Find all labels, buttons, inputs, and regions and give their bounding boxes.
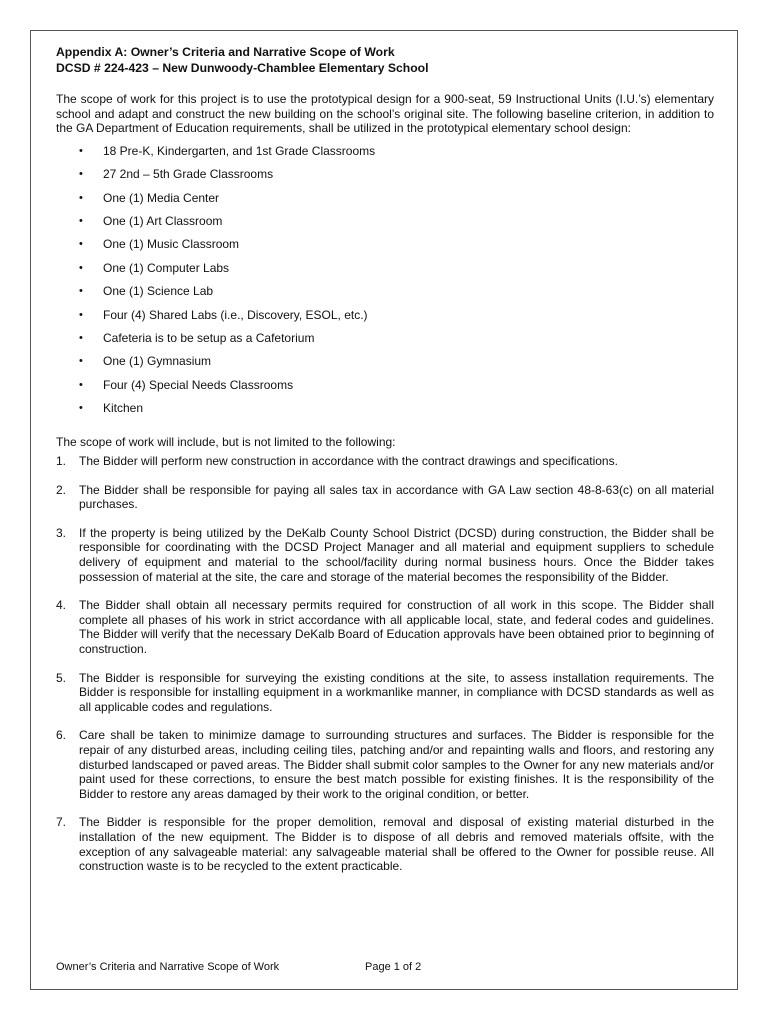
list-item: • Kitchen <box>56 401 714 424</box>
scope-item-number: 7. <box>56 815 67 830</box>
list-item: • One (1) Music Classroom <box>56 237 714 260</box>
title-line-1: Appendix A: Owner’s Criteria and Narrative Scope of Work <box>56 45 395 59</box>
scope-item-number: 5. <box>56 670 67 685</box>
scope-item-text: If the property is being utilized by the DeKalb County School District (DCSD) during construction, the Bidder shall be responsible for coordinating with the DCSD Project Manager and all material and equipment suppliers to schedule delivery of equipment and material to the school/facility during normal business hours. Once the Bidder takes possession of material at the site, the care and storage of the material becomes the responsibility of the Bidder. <box>79 525 714 584</box>
scope-item <box>56 671 714 715</box>
scope-item-text: The Bidder will perform new construction in accordance with the contract drawings and specifications. <box>79 454 618 469</box>
list-item: • One (1) Computer Labs <box>56 261 714 284</box>
list-item: • Four (4) Special Needs Classrooms <box>56 378 714 401</box>
scope-item-text: The Bidder is responsible for the proper demolition, removal and disposal of existing material disturbed in the installation of the new equipment. The Bidder is to dispose of all debris and removed materials offsite, with the exception of any salvageable material: any salvageable material shall be offered to the Owner for possible reuse. All construction waste is to be recycled to the extent practicable. <box>79 815 714 874</box>
list-item: • One (1) Art Classroom <box>56 214 714 237</box>
scope-item <box>56 483 714 512</box>
list-item: • Four (4) Shared Labs (i.e., Discovery, ESOL, etc.) <box>56 308 714 331</box>
scope-item-number: 4. <box>56 598 67 613</box>
scope-intro: The scope of work will include, but is not limited to the following: <box>56 435 396 450</box>
page-number: Page 1 of 2 <box>365 961 422 973</box>
scope-item <box>56 454 714 469</box>
scope-item-number: 2. <box>56 482 67 497</box>
title-line-2: DCSD # 224-423 – New Dunwoody-Chamblee Elementary School <box>56 61 429 75</box>
document-body <box>56 44 714 888</box>
scope-item-text: The Bidder shall obtain all necessary permits required for construction of all work in this scope. The Bidder shall complete all phases of his work in strict accordance with all applicable local, state, and federal codes and guidelines. The Bidder will verify that the necessary DeKalb Board of Education approvals have been obtained prior to beginning of construction. <box>79 598 714 656</box>
requirements-list <box>56 144 714 425</box>
scope-item-number: 6. <box>56 728 67 743</box>
list-item: • One (1) Gymnasium <box>56 354 714 377</box>
scope-list <box>56 454 714 874</box>
list-item: • 27 2nd – 5th Grade Classrooms <box>56 167 714 190</box>
scope-item <box>56 526 714 584</box>
scope-item <box>56 728 714 801</box>
scope-item <box>56 815 714 873</box>
scope-item-text: The Bidder shall be responsible for paying all sales tax in accordance with GA Law section 48-8-63(c) on all material purchases. <box>79 482 714 512</box>
scope-item-text: Care shall be taken to minimize damage to surrounding structures and surfaces. The Bidder is responsible for the repair of any disturbed areas, including ceiling tiles, patching and/or and repainting walls and floors, and restoring any disturbed landscaped or paved areas. The Bidder shall submit color samples to the Owner for any new materials and/or paint used for these corrections, to ensure the best match possible for existing finishes. It is the responsibility of the Bidder to restore any areas damaged by their work to the original condition, or better. <box>79 728 714 801</box>
scope-item <box>56 598 714 656</box>
intro-paragraph: The scope of work for this project is to use the prototypical design for a 900-seat, 59 Instructional Units (I.U.’s) elementary school and adapt and construct the new building on the school’s original site. The following baseline criterion, in addition to the GA Department of Education requirements, shall be utilized in the prototypical elementary school design: <box>56 92 714 136</box>
list-item: • One (1) Media Center <box>56 191 714 214</box>
list-item: • 18 Pre-K, Kindergarten, and 1st Grade Classrooms <box>56 144 714 167</box>
scope-item-number: 3. <box>56 525 67 540</box>
scope-item-text: The Bidder is responsible for surveying the existing conditions at the site, to assess installation requirements. The Bidder is responsible for installing equipment in a workmanlike manner, in compliance with DCSD standards as well as all applicable codes and regulations. <box>79 670 714 714</box>
footer-title: Owner’s Criteria and Narrative Scope of Work <box>56 961 280 973</box>
list-item: • Cafeteria is to be setup as a Cafetorium <box>56 331 714 354</box>
document-title <box>56 44 714 76</box>
scope-item-number: 1. <box>56 454 67 469</box>
list-item: • One (1) Science Lab <box>56 284 714 307</box>
